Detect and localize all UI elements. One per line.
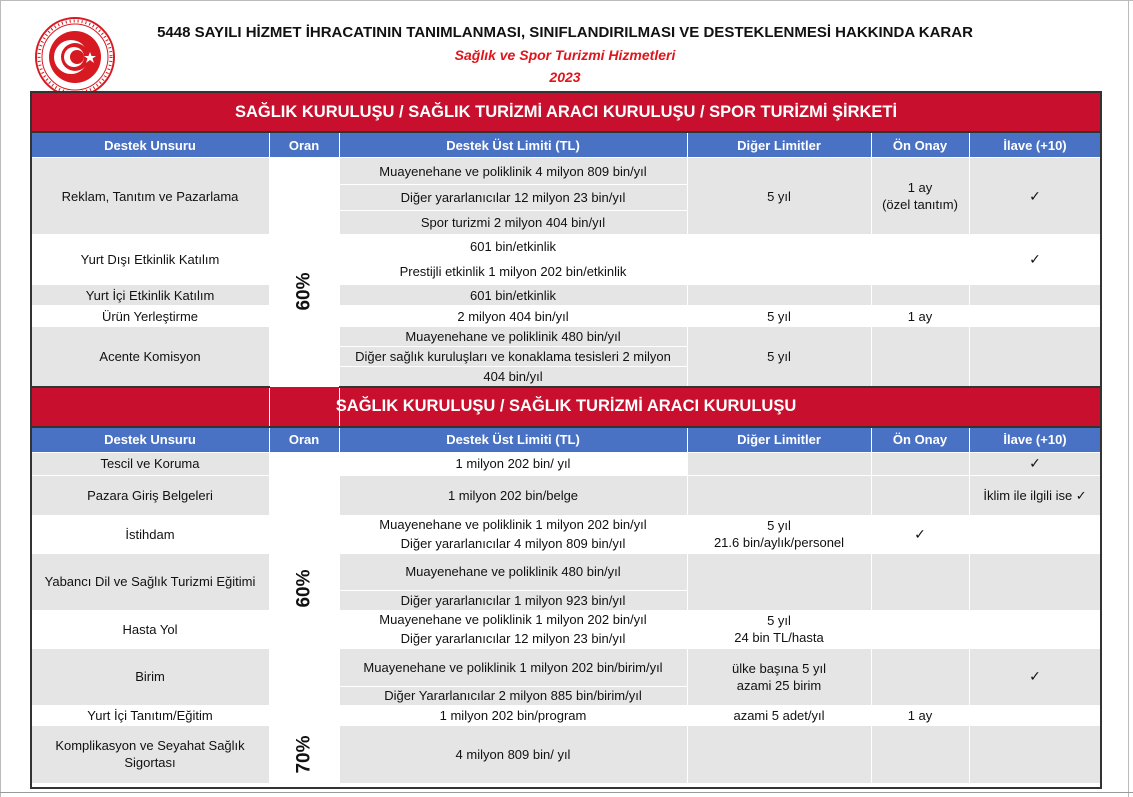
col-header-diger: Diğer Limitler <box>687 132 871 158</box>
cell-onay <box>871 553 969 610</box>
table-row <box>31 306 1101 327</box>
diger-line: 21.6 bin/aylık/personel <box>713 535 845 550</box>
cell-ilave <box>969 285 1101 306</box>
cell-limit: Diğer yararlanıcılar 12 milyon 23 bin/yıl <box>339 185 687 211</box>
cell-limit: Muayenehane ve poliklinik 1 milyon 202 bin/birim/yıl <box>339 648 687 686</box>
cell-unsur: Pazara Giriş Belgeleri <box>31 475 269 515</box>
cell-diger: 5 yıl <box>687 306 871 327</box>
cell-unsur: Yurt İçi Tanıtım/Eğitim <box>31 705 269 725</box>
table-row <box>31 235 1101 259</box>
document-subtitle: Sağlık ve Spor Turizmi Hizmetleri <box>454 47 676 63</box>
cell-unsur: Tescil ve Koruma <box>31 452 269 475</box>
col-header-unsur: Destek Unsuru <box>31 427 269 453</box>
cell-diger <box>687 553 871 610</box>
cell-diger <box>687 235 871 285</box>
table-row <box>31 452 1101 475</box>
page-frame-right <box>1128 0 1129 797</box>
rate-label: 70% <box>293 734 315 774</box>
col-header-onay: Ön Onay <box>871 427 969 453</box>
section-2-title-row <box>31 387 1101 427</box>
onay-line: (özel tanıtım) <box>882 197 958 212</box>
table-row <box>31 610 1101 629</box>
check-mark-icon: ✓ <box>969 648 1101 705</box>
cell-limit: 601 bin/etkinlik <box>339 285 687 306</box>
cell-ilave <box>969 610 1101 648</box>
cell-limit: Spor turizmi 2 milyon 404 bin/yıl <box>339 211 687 235</box>
col-header-unsur: Destek Unsuru <box>31 132 269 158</box>
cell-onay <box>871 648 969 705</box>
section-1-title: SAĞLIK KURULUŞU / SAĞLIK TURİZMİ ARACI KURULUŞU / SPOR TURİZMİ ŞİRKETİ <box>31 92 1101 132</box>
cell-limit: Diğer yararlanıcılar 4 milyon 809 bin/yıl <box>339 534 687 553</box>
table-row <box>31 327 1101 347</box>
diger-line: 5 yıl <box>767 613 791 628</box>
cell-unsur: İstihdam <box>31 515 269 553</box>
cell-diger <box>687 475 871 515</box>
section-2-rate-70 <box>269 725 339 783</box>
section-2-rate-60 <box>269 452 339 725</box>
cell-limit: Muayenehane ve poliklinik 1 milyon 202 bin/yıl <box>339 515 687 534</box>
cell-limit: 1 milyon 202 bin/program <box>339 705 687 725</box>
cell-onay <box>871 725 969 783</box>
cell-limit: Muayenehane ve poliklinik 4 milyon 809 bin/yıl <box>339 158 687 185</box>
cell-onay: 1 ay <box>871 306 969 327</box>
cell-limit: 601 bin/etkinlik <box>339 235 687 259</box>
cell-diger <box>687 452 871 475</box>
table-row <box>31 648 1101 686</box>
ministry-seal-icon <box>34 16 116 98</box>
cell-limit: 2 milyon 404 bin/yıl <box>339 306 687 327</box>
cell-limit: 1 milyon 202 bin/belge <box>339 475 687 515</box>
rate-label: 60% <box>293 272 315 311</box>
cell-limit: Muayenehane ve poliklinik 480 bin/yıl <box>339 553 687 590</box>
cell-unsur <box>31 725 269 783</box>
cell-onay <box>871 327 969 387</box>
cell-diger <box>687 610 871 648</box>
cell-diger <box>687 515 871 553</box>
cell-unsur: Yabancı Dil ve Sağlık Turizmi Eğitimi <box>31 553 269 610</box>
cell-limit: Muayenehane ve poliklinik 1 milyon 202 bin/yıl <box>339 610 687 629</box>
table-row <box>31 705 1101 725</box>
diger-line: 5 yıl <box>767 518 791 533</box>
check-mark-icon: ✓ <box>969 452 1101 475</box>
cell-limit: 4 milyon 809 bin/ yıl <box>339 725 687 783</box>
cell-ilave: İklim ile ilgili ise ✓ <box>969 475 1101 515</box>
table-row <box>31 475 1101 515</box>
cell-unsur: Yurt Dışı Etkinlik Katılım <box>31 235 269 285</box>
cell-unsur: Reklam, Tanıtım ve Pazarlama <box>31 158 269 235</box>
section-1-title-row <box>31 92 1101 132</box>
cell-unsur: Hasta Yol <box>31 610 269 648</box>
table-row <box>31 725 1101 783</box>
support-table <box>30 91 1102 784</box>
cell-limit: Diğer yararlanıcılar 12 milyon 23 bin/yıl <box>339 629 687 648</box>
diger-line: 24 bin TL/hasta <box>734 630 824 645</box>
cell-diger: 5 yıl <box>687 327 871 387</box>
section-2-title: SAĞLIK KURULUŞU / SAĞLIK TURİZMİ ARACI KURULUŞU <box>31 387 1101 427</box>
section-1-header-row <box>31 132 1101 158</box>
check-mark-icon: ✓ <box>969 158 1101 235</box>
cell-diger <box>687 285 871 306</box>
page-frame-bottom <box>0 792 1133 793</box>
table-row <box>31 553 1101 590</box>
cell-limit: Diğer Yararlanıcılar 2 milyon 885 bin/birim/yıl <box>339 686 687 705</box>
rate-label: 60% <box>293 569 315 608</box>
cell-unsur: Birim <box>31 648 269 705</box>
check-mark-icon: ✓ <box>969 235 1101 285</box>
table-row <box>31 158 1101 185</box>
document-title: 5448 SAYILI HİZMET İHRACATININ TANIMLANMASI, SINIFLANDIRILMASI VE DESTEKLENMESİ HAKKINDA KARAR <box>157 24 973 41</box>
cell-limit: Diğer yararlanıcılar 1 milyon 923 bin/yıl <box>339 590 687 610</box>
cell-diger <box>687 648 871 705</box>
table-row <box>31 515 1101 534</box>
cell-onay <box>871 235 969 285</box>
cell-onay <box>871 158 969 235</box>
cell-ilave <box>969 725 1101 783</box>
cell-onay <box>871 452 969 475</box>
col-header-ilave: İlave (+10) <box>969 427 1101 453</box>
cell-ilave <box>969 306 1101 327</box>
cell-ilave <box>969 327 1101 387</box>
col-header-diger: Diğer Limitler <box>687 427 871 453</box>
cell-limit: 1 milyon 202 bin/ yıl <box>339 452 687 475</box>
col-header-oran: Oran <box>269 132 339 158</box>
cell-onay <box>871 285 969 306</box>
diger-line: azami 25 birim <box>736 677 822 693</box>
col-header-limit: Destek Üst Limiti (TL) <box>339 427 687 453</box>
cell-unsur: Yurt İçi Etkinlik Katılım <box>31 285 269 306</box>
document-year: 2023 <box>549 69 581 85</box>
section-2-header-row <box>31 427 1101 453</box>
cell-limit: 404 bin/yıl <box>339 367 687 387</box>
cell-unsur: Acente Komisyon <box>31 327 269 387</box>
cell-ilave <box>969 553 1101 610</box>
col-header-onay: Ön Onay <box>871 132 969 158</box>
cell-onay: 1 ay <box>871 705 969 725</box>
page-frame-left <box>0 0 1 797</box>
cell-diger: azami 5 adet/yıl <box>687 705 871 725</box>
col-header-ilave: İlave (+10) <box>969 132 1101 158</box>
onay-line: 1 ay <box>907 180 933 195</box>
cell-limit: Prestijli etkinlik 1 milyon 202 bin/etkinlik <box>339 259 687 285</box>
col-header-limit: Destek Üst Limiti (TL) <box>339 132 687 158</box>
col-header-oran: Oran <box>269 427 339 453</box>
cell-ilave <box>969 705 1101 725</box>
cell-ilave <box>969 515 1101 553</box>
cell-onay <box>871 475 969 515</box>
cell-unsur: Ürün Yerleştirme <box>31 306 269 327</box>
cell-limit: Muayenehane ve poliklinik 480 bin/yıl <box>339 327 687 347</box>
diger-line: ülke başına 5 yıl <box>732 660 826 676</box>
check-mark-icon: ✓ <box>871 515 969 553</box>
cell-limit: Diğer sağlık kuruluşları ve konaklama tesisleri 2 milyon <box>339 347 687 367</box>
cell-diger: 5 yıl <box>687 158 871 235</box>
table-row <box>31 285 1101 306</box>
cell-onay <box>871 610 969 648</box>
cell-diger <box>687 725 871 783</box>
unsur-line: Komplikasyon ve Seyahat Sağlık <box>55 738 245 753</box>
page-frame-top <box>0 0 1133 1</box>
unsur-line: Sigortası <box>124 755 176 770</box>
